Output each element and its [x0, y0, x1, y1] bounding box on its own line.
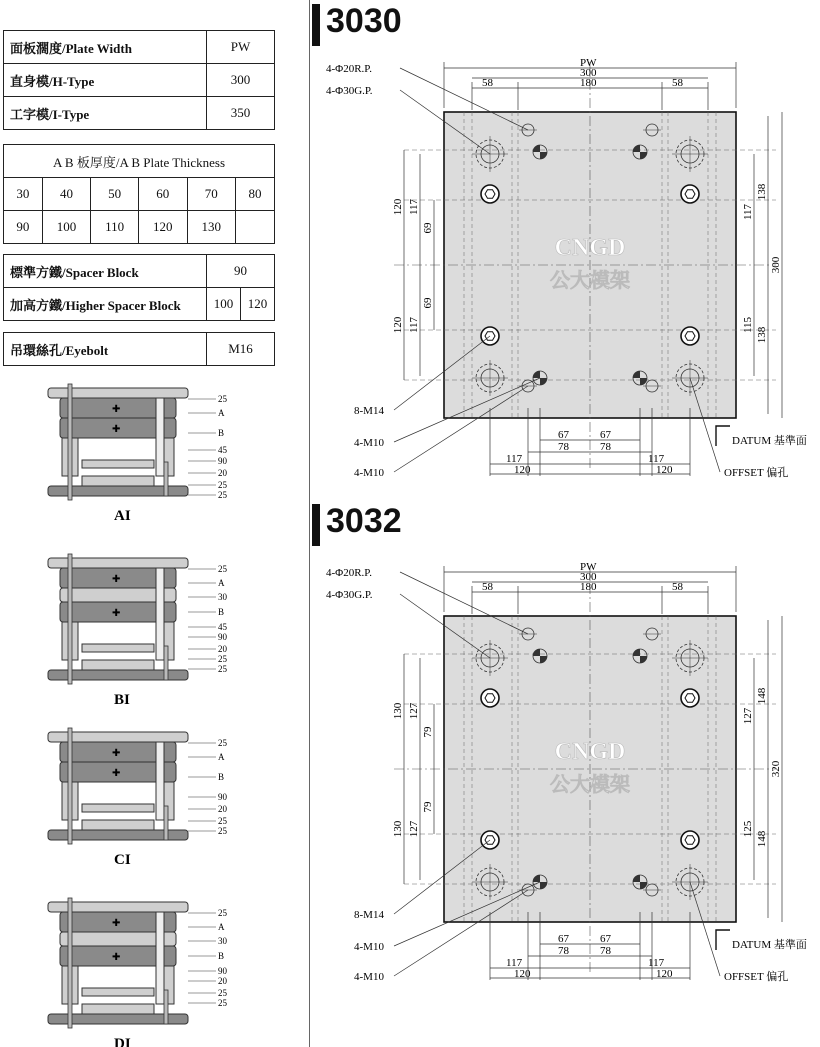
dim-bottom-b: 67 — [600, 429, 611, 441]
dim-left-c: 79 — [422, 726, 434, 738]
screw — [68, 898, 72, 1028]
dim-bottom-d: 78 — [600, 441, 611, 453]
m14-bolt-hole — [681, 185, 699, 203]
dim-bottom-e: 117 — [506, 957, 523, 969]
dim-bottom-g: 120 — [514, 464, 531, 476]
plate-width-table — [3, 30, 275, 130]
dim-bottom-h: 120 — [656, 968, 673, 980]
callout-m10a: 4-M10 — [354, 941, 384, 953]
dim-bottom-b: 67 — [600, 933, 611, 945]
dim-right-b: 138 — [756, 183, 768, 201]
dim-left-c: 69 — [422, 222, 434, 234]
guide-pin — [156, 568, 164, 660]
ejector-plate — [82, 476, 154, 486]
ejector-plate — [82, 1004, 154, 1014]
spacer-block-table — [3, 254, 275, 321]
callout-offset: OFFSET 偏孔 — [724, 467, 789, 479]
cross-mark: ✚ — [112, 768, 121, 779]
higher-spacer-value: 120 — [241, 288, 275, 321]
ejector-plate — [82, 804, 154, 812]
higher-spacer-value: 100 — [207, 288, 241, 321]
m14-bolt-hole — [681, 689, 699, 707]
cross-mark: ✚ — [112, 918, 121, 929]
dim-pw: PW — [580, 57, 597, 69]
dim-right-c: 300 — [770, 256, 782, 274]
thickness-label: 45 — [218, 445, 227, 455]
section-title-3030: 3030 — [326, 2, 402, 40]
mold-views — [0, 380, 300, 1047]
ejector-plate — [82, 660, 154, 670]
eyebolt-value: M16 — [207, 333, 275, 366]
dim-58-right: 58 — [672, 77, 683, 89]
ejector-plate — [82, 460, 154, 468]
thickness-label: 90 — [218, 966, 227, 976]
dim-left-a: 120 — [392, 198, 404, 216]
eyebolt-table — [3, 332, 275, 366]
higher-spacer-label: 加高方鐵/Higher Spacer Block — [4, 288, 207, 321]
dim-bottom-e: 117 — [506, 453, 523, 465]
dim-bottom-h: 120 — [656, 464, 673, 476]
eyebolt-label: 吊環絲孔/Eyebolt — [4, 333, 207, 366]
dim-left-f: 130 — [392, 820, 404, 838]
dim-bottom-c: 78 — [558, 945, 569, 957]
mold-type-label: DI — [114, 1036, 131, 1047]
m14-bolt-hole — [481, 185, 499, 203]
thickness-label: B — [218, 772, 225, 782]
dim-58-left: 58 — [482, 77, 493, 89]
cngd-logo: CNGD — [554, 235, 626, 261]
cross-mark: ✚ — [112, 608, 121, 619]
callout-rp: 4-Φ20R.P. — [326, 63, 372, 75]
dim-bottom-f: 117 — [648, 957, 665, 969]
callout-gp: 4-Φ30G.P. — [326, 589, 373, 601]
callout-m10b: 4-M10 — [354, 467, 384, 479]
thickness-cell: 90 — [4, 211, 43, 244]
mold-view-bi — [48, 554, 228, 708]
thickness-label: A — [218, 578, 225, 588]
h-type-label: 直身模/H-Type — [4, 64, 207, 97]
thickness-cell: 60 — [139, 178, 187, 211]
dim-bottom-f: 117 — [648, 453, 665, 465]
thickness-label: 90 — [218, 632, 227, 642]
thickness-cell: 70 — [187, 178, 235, 211]
plate-width-value: PW — [207, 31, 275, 64]
dim-58-right: 58 — [672, 581, 683, 593]
thickness-label: 20 — [218, 976, 227, 986]
ejector-plate — [82, 820, 154, 830]
datum-symbol — [716, 930, 730, 950]
thickness-cell: 130 — [187, 211, 235, 244]
dim-180: 180 — [580, 77, 597, 89]
guide-pin — [156, 912, 164, 1004]
screw — [68, 728, 72, 844]
thickness-label: 25 — [218, 490, 227, 500]
cross-mark: ✚ — [112, 574, 121, 585]
thickness-label: 30 — [218, 592, 227, 602]
section-marker — [312, 504, 320, 546]
screw — [164, 462, 168, 496]
dim-left-d: 69 — [422, 297, 434, 309]
callout-m10a: 4-M10 — [354, 437, 384, 449]
thickness-label: B — [218, 607, 225, 617]
thickness-label: 90 — [218, 456, 227, 466]
callout-rp: 4-Φ20R.P. — [326, 567, 372, 579]
thickness-label: 25 — [218, 998, 227, 1008]
i-type-label: 工字模/I-Type — [4, 97, 207, 130]
mold-type-label: BI — [114, 692, 130, 708]
thickness-cell: 80 — [236, 178, 275, 211]
thickness-label: 25 — [218, 480, 227, 490]
callout-m14: 8-M14 — [354, 405, 384, 417]
thickness-cell: 30 — [4, 178, 43, 211]
dim-right-a: 117 — [742, 203, 754, 221]
cngd-logo-chinese: 公大模架 — [550, 774, 630, 796]
dim-left-e: 117 — [408, 316, 420, 334]
mold-view-di — [48, 898, 228, 1047]
m14-bolt-hole — [681, 327, 699, 345]
mold-view-ai — [48, 384, 228, 524]
dim-300: 300 — [580, 571, 597, 583]
m14-bolt-hole — [681, 831, 699, 849]
mold-type-label: CI — [114, 852, 131, 868]
thickness-label: 20 — [218, 804, 227, 814]
thickness-label: A — [218, 752, 225, 762]
thickness-cell: 110 — [91, 211, 139, 244]
thickness-label: B — [218, 951, 225, 961]
ejector-plate — [82, 644, 154, 652]
thickness-cell: 100 — [42, 211, 90, 244]
thickness-label: 20 — [218, 644, 227, 654]
callout-datum: DATUM 基準面 — [732, 939, 807, 951]
ab-thickness-title: A B 板厚度/A B Plate Thickness — [4, 145, 275, 178]
dim-180: 180 — [580, 581, 597, 593]
dim-bottom-d: 78 — [600, 945, 611, 957]
cross-mark: ✚ — [112, 424, 121, 435]
screw — [68, 384, 72, 500]
dim-58-left: 58 — [482, 581, 493, 593]
dim-300: 300 — [580, 67, 597, 79]
thickness-label: 90 — [218, 792, 227, 802]
dim-pw: PW — [580, 561, 597, 573]
plate-drawing-3030 — [310, 52, 820, 502]
thickness-cell: 120 — [139, 211, 187, 244]
dim-bottom-a: 67 — [558, 429, 569, 441]
datum-symbol — [716, 426, 730, 446]
thickness-label: 25 — [218, 664, 227, 674]
callout-datum: DATUM 基準面 — [732, 435, 807, 447]
thickness-label: 25 — [218, 826, 227, 836]
dim-right-c: 320 — [770, 760, 782, 778]
thickness-label: 30 — [218, 936, 227, 946]
thickness-label: B — [218, 428, 225, 438]
cross-mark: ✚ — [112, 952, 121, 963]
cross-mark: ✚ — [112, 404, 121, 415]
spacer-block-value: 90 — [207, 255, 275, 288]
dim-left-a: 130 — [392, 702, 404, 720]
thickness-label: 25 — [218, 564, 227, 574]
dim-left-b: 127 — [408, 702, 420, 720]
thickness-label: 25 — [218, 988, 227, 998]
dim-right-e: 148 — [756, 830, 768, 848]
mold-type-label: AI — [114, 508, 131, 524]
dim-bottom-c: 78 — [558, 441, 569, 453]
cross-mark: ✚ — [112, 748, 121, 759]
thickness-cell: 50 — [91, 178, 139, 211]
callout-offset: OFFSET 偏孔 — [724, 971, 789, 983]
thickness-cell: 40 — [42, 178, 90, 211]
dim-right-b: 148 — [756, 687, 768, 705]
callout-m10b: 4-M10 — [354, 971, 384, 983]
thickness-label: 25 — [218, 394, 227, 404]
dim-left-e: 127 — [408, 820, 420, 838]
section-marker — [312, 4, 320, 46]
dim-left-b: 117 — [408, 198, 420, 216]
dim-right-d: 115 — [742, 316, 754, 334]
guide-pin — [156, 742, 164, 820]
guide-pin — [156, 398, 164, 476]
ejector-plate — [82, 988, 154, 996]
ab-thickness-table — [3, 144, 275, 244]
dim-bottom-g: 120 — [514, 968, 531, 980]
dim-left-f: 120 — [392, 316, 404, 334]
thickness-label: 25 — [218, 908, 227, 918]
dim-right-a: 127 — [742, 707, 754, 725]
cngd-logo-chinese: 公大模架 — [550, 270, 630, 292]
cngd-logo: CNGD — [554, 739, 626, 765]
callout-m14: 8-M14 — [354, 909, 384, 921]
callout-gp: 4-Φ30G.P. — [326, 85, 373, 97]
h-type-value: 300 — [207, 64, 275, 97]
thickness-label: A — [218, 408, 225, 418]
thickness-cell — [236, 211, 275, 244]
screw — [164, 990, 168, 1024]
mold-view-ci — [48, 728, 228, 868]
screw — [164, 646, 168, 680]
screw — [68, 554, 72, 684]
m14-bolt-hole — [481, 689, 499, 707]
thickness-label: 25 — [218, 738, 227, 748]
plate-drawing-3032 — [310, 556, 820, 1006]
section-title-3032: 3032 — [326, 502, 402, 540]
i-type-value: 350 — [207, 97, 275, 130]
thickness-label: 45 — [218, 622, 227, 632]
thickness-label: 20 — [218, 468, 227, 478]
plate-width-label: 面板濶度/Plate Width — [4, 31, 207, 64]
dim-right-d: 125 — [742, 820, 754, 838]
thickness-label: A — [218, 922, 225, 932]
dim-bottom-a: 67 — [558, 933, 569, 945]
dim-left-d: 79 — [422, 801, 434, 813]
spacer-block-label: 標準方鐵/Spacer Block — [4, 255, 207, 288]
thickness-label: 25 — [218, 654, 227, 664]
dim-right-e: 138 — [756, 326, 768, 344]
thickness-label: 25 — [218, 816, 227, 826]
screw — [164, 806, 168, 840]
